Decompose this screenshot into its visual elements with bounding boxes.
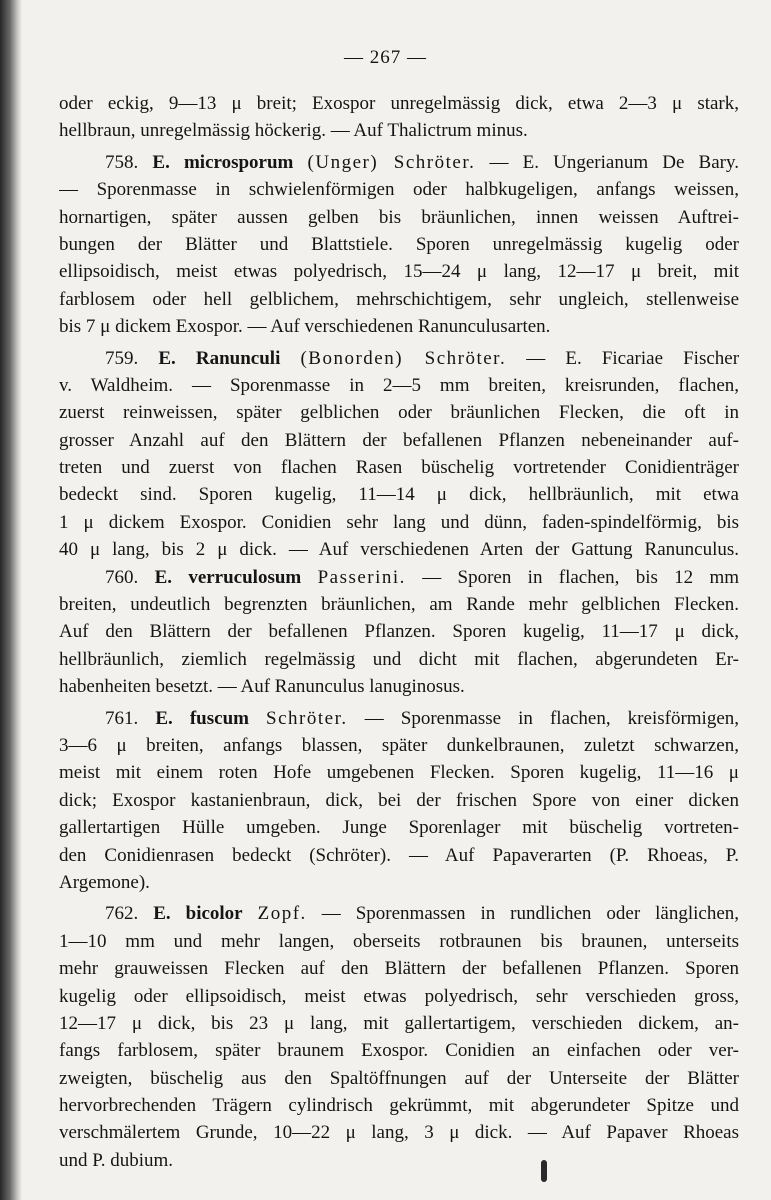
entry-line: treten und zuerst von flachen Rasen büschelig vortretender Conidienträger [59, 457, 739, 479]
entry-genus: E. [154, 566, 172, 588]
entry-author: (Bonorden) Schröter. [300, 347, 507, 369]
entry-line: ellipsoidisch, meist etwas polyedrisch, 15—24 μ lang, 12—17 μ breit, mit [59, 261, 739, 283]
entry-heading-760 [59, 564, 739, 591]
entry-heading-rest: — Sporenmasse in flachen, kreisförmigen, [364, 707, 739, 729]
entry-line: mehr grauweissen Flecken auf den Blättern der befallenen Pflanzen. Sporen [59, 958, 739, 980]
entry-number: 762. [105, 903, 139, 925]
entry-line: Argemone). [59, 871, 150, 893]
entry-line: bis 7 μ dickem Exospor. — Auf verschiedenen Ranunculusarten. [59, 316, 551, 338]
page-binding-edge [0, 0, 22, 1200]
entry-line: breiten, undeutlich begrenzten bräunlichen, am Rande mehr gelblichen Flecken. [59, 594, 739, 616]
entry-line: zweigten, büschelig aus den Spaltöffnungen auf der Unterseite der Blätter [59, 1067, 739, 1089]
entry-line: zuerst reinweissen, später gelblichen oder bräunlichen Flecken, die oft in [59, 402, 739, 424]
entry-heading-761 [59, 705, 739, 732]
entry-line: 12—17 μ dick, bis 23 μ lang, mit gallertartigem, verschieden dickem, an- [59, 1012, 739, 1034]
entry-line: habenheiten besetzt. — Auf Ranunculus lanuginosus. [59, 676, 465, 698]
entry-line: verschmälertem Grunde, 10—22 μ lang, 3 μ dick. — Auf Papaver Rhoeas [59, 1122, 739, 1144]
intro-line: oder eckig, 9—13 μ breit; Exospor unregelmässig dick, etwa 2—3 μ stark, [59, 93, 739, 114]
entry-species: Ranunculi [195, 347, 281, 369]
entry-line: hornartigen, später aussen gelben bis bräunlichen, innen weissen Auftrei- [59, 206, 739, 228]
text-block [59, 90, 739, 1174]
entry-line: v. Waldheim. — Sporenmasse in 2—5 mm breiten, kreisrunden, flachen, [59, 374, 739, 396]
entry-heading-762 [59, 900, 739, 927]
entry-author: (Unger) Schröter. [307, 151, 476, 173]
entry-line: dick; Exospor kastanienbraun, dick, bei der frischen Spore von einer dicken [59, 789, 739, 811]
entry-number: 758. [105, 151, 139, 173]
entry-line: gallertartigen Hülle umgeben. Junge Sporenlager mit büschelig vortreten- [59, 817, 739, 839]
entry-species: verruculosum [188, 566, 302, 588]
entry-line: bedeckt sind. Sporen kugelig, 11—14 μ dick, hellbräunlich, mit etwa [59, 484, 739, 506]
entry-line: und P. dubium. [59, 1149, 174, 1171]
entry-line: — Sporenmasse in schwielenförmigen oder halbkugeligen, anfangs weissen, [59, 179, 739, 201]
entry-genus: E. [152, 151, 170, 173]
entry-author: Zopf. [257, 903, 307, 925]
entry-heading-759 [59, 345, 739, 372]
entry-line: kugelig oder ellipsoidisch, meist etwas polyedrisch, sehr verschieden gross, [59, 985, 739, 1007]
entry-genus: E. [153, 903, 171, 925]
entry-line: fangs farblosem, später braunem Exospor. Conidien an einfachen oder ver- [59, 1040, 739, 1062]
entry-line: 1—10 mm und mehr langen, oberseits rotbraunen bis braunen, unterseits [59, 930, 739, 952]
entry-number: 761. [105, 707, 139, 729]
entry-genus: E. [158, 347, 176, 369]
entry-line: hellbräunlich, ziemlich regelmässig und dicht mit flachen, abgerundeten Er- [59, 648, 739, 670]
entry-line: 1 μ dickem Exospor. Conidien sehr lang und dünn, faden-spindelförmig, bis [59, 511, 739, 533]
page-number: — 267 — [344, 47, 427, 68]
entry-heading-rest: — E. Ficariae Fischer [526, 347, 739, 369]
entry-heading-758 [59, 149, 739, 176]
entry-genus: E. [155, 707, 173, 729]
entry-number: 760. [105, 566, 139, 588]
entry-line: den Conidienrasen bedeckt (Schröter). — Auf Papaverarten (P. Rhoeas, P. [59, 844, 739, 866]
entry-line: grosser Anzahl auf den Blättern der befallenen Pflanzen nebeneinander auf- [59, 429, 739, 451]
entry-species: bicolor [185, 903, 243, 925]
entry-heading-rest: — E. Ungerianum De Bary. [489, 151, 739, 173]
entry-author: Schröter. [266, 707, 348, 729]
entry-species: microsporum [183, 151, 294, 173]
entry-species: fuscum [189, 707, 249, 729]
entry-line: hervorbrechenden Trägern cylindrisch gekrümmt, mit abgerundeter Spitze und [59, 1095, 739, 1117]
entry-line: Auf den Blättern der befallenen Pflanzen. Sporen kugelig, 11—17 μ dick, [59, 621, 739, 643]
entry-number: 759. [105, 347, 139, 369]
intro-line: hellbraun, unregelmässig höckerig. — Auf Thalictrum minus. [59, 120, 528, 142]
entry-line: farblosem oder hell gelblichem, mehrschichtigem, sehr ungleich, stellenweise [59, 288, 739, 310]
entry-line: 3—6 μ breiten, anfangs blassen, später dunkelbraunen, zuletzt schwarzen, [59, 734, 739, 756]
entry-line: 40 μ lang, bis 2 μ dick. — Auf verschiedenen Arten der Gattung Ranunculus. [59, 539, 739, 561]
entry-heading-rest: — Sporen in flachen, bis 12 mm [422, 566, 739, 588]
entry-line: meist mit einem roten Hofe umgebenen Flecken. Sporen kugelig, 11—16 μ [59, 762, 739, 784]
entry-heading-rest: — Sporenmassen in rundlichen oder länglichen, [321, 903, 739, 925]
ink-blot [541, 1160, 547, 1182]
entry-line: bungen der Blätter und Blattstiele. Sporen unregelmässig kugelig oder [59, 233, 739, 255]
entry-author: Passerini. [317, 566, 406, 588]
